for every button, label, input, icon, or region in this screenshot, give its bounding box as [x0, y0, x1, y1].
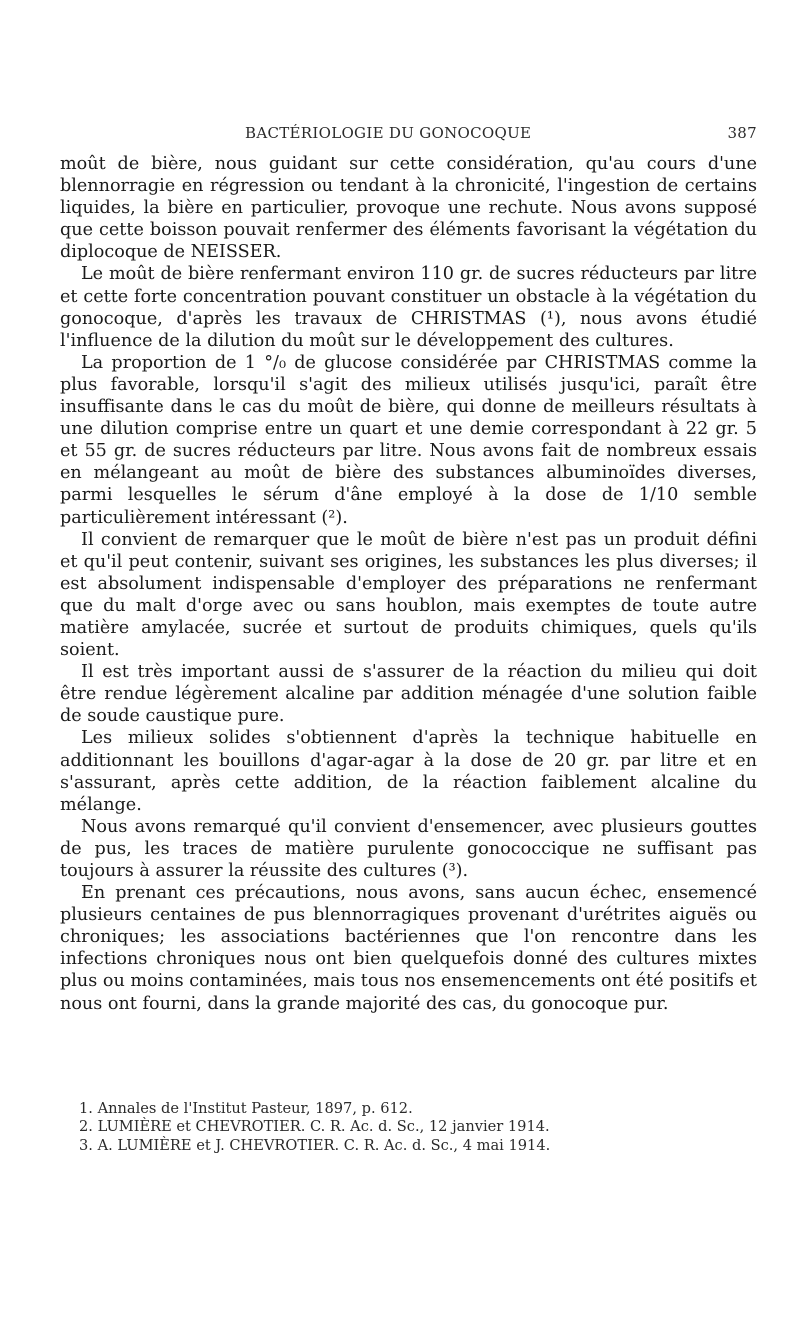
running-title: BACTÉRIOLOGIE DU GONOCOQUE [245, 124, 532, 142]
footnote: 2. LUMIÈRE et CHEVROTIER. C. R. Ac. d. Sc., 12 janvier 1914. [79, 1118, 550, 1136]
body-text [60, 153, 757, 1015]
paragraph: Le moût de bière renfermant environ 110 gr. de sucres réducteurs par litre et cette forte concentration pouvant constituer un obstacle à la végétation du gonocoque, d'après les travaux de CHRISTMAS (¹), nous avons étudié l'influence de la dilution du moût sur le développement des cultures. [60, 264, 757, 351]
paragraph: La proportion de 1 °/₀ de glucose considérée par CHRISTMAS comme la plus favorable, lorsqu'il s'agit des milieux utilisés jusqu'ici, paraît être insuffisante dans le cas du moût de bière, qui donne de meilleurs résultats à une dilution comprise entre un quart et une demie correspondant à 22 gr. 5 et 55 gr. de sucres réducteurs par litre. Nous avons fait de nombreux essais en mélangeant au moût de bière des substances albuminoïdes diverses, parmi lesquelles le sérum d'âne employé à la dose de 1/10 semble particulièrement intéressant (²). [60, 352, 757, 528]
paragraph: Il est très important aussi de s'assurer de la réaction du milieu qui doit être rendue légèrement alcaline par addition ménagée d'une solution faible de soude caustique pure. [60, 662, 757, 727]
paragraph: Nous avons remarqué qu'il convient d'ensemencer, avec plusieurs gouttes de pus, les traces de matière purulente gonococcique ne suffisant pas toujours à assurer la réussite des cultures (³). [60, 816, 757, 881]
footnote: 1. Annales de l'Institut Pasteur, 1897, p. 612. [79, 1100, 413, 1117]
paragraph: moût de bière, nous guidant sur cette considération, qu'au cours d'une blennorragie en régression ou tendant à la chronicité, l'ingestion de certains liquides, la bière en particulier, provoque une rechute. Nous avons supposé que cette boisson pouvait renfermer des éléments favorisant la végétation du diplocoque de NEISSER. [60, 154, 757, 263]
page-number: 387 [727, 124, 757, 142]
paragraph: En prenant ces précautions, nous avons, sans aucun échec, ensemencé plusieurs centaines de pus blennorragiques provenant d'urétrites aiguës ou chroniques; les associations bactériennes que l'on rencontre dans les infections chroniques nous ont bien quelquefois donné des cultures mixtes plus ou moins contaminées, mais tous nos ensemencements ont été positifs et nous ont fourni, dans la grande majorité des cas, du gonocoque pur. [60, 883, 757, 1014]
footnote: 3. A. LUMIÈRE et J. CHEVROTIER. C. R. Ac. d. Sc., 4 mai 1914. [79, 1136, 551, 1154]
paragraph: Il convient de remarquer que le moût de bière n'est pas un produit défini et qu'il peut contenir, suivant ses origines, les substances les plus diverses; il est absolument indispensable d'employer des préparations ne renfermant que du malt d'orge avec ou sans houblon, mais exemptes de toute autre matière amylacée, sucrée et surtout de produits chimiques, quels qu'ils soient. [60, 529, 757, 661]
footnotes [60, 1100, 757, 1155]
paragraph: Les milieux solides s'obtiennent d'après la technique habituelle en additionnant les bouillons d'agar-agar à la dose de 20 gr. par litre et en s'assurant, après cette addition, de la réaction faiblement alcaline du mélange. [60, 728, 757, 815]
